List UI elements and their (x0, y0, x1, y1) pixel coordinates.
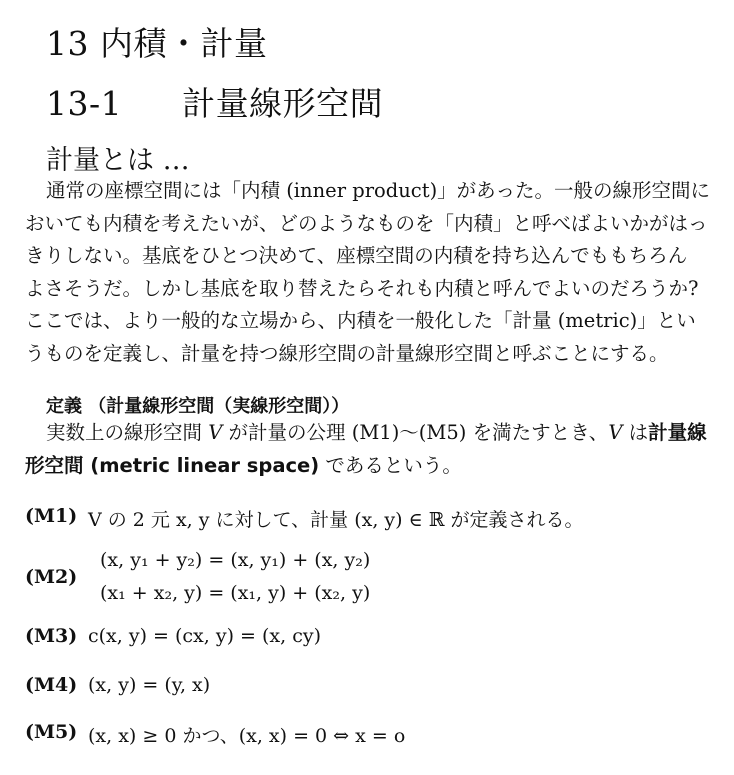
axiom-label: (M3) (25, 625, 78, 647)
axiom-m1-line: V の 2 元 x, y に対して、計量 (x, y) ∈ ℝ が定義される。 (88, 509, 584, 531)
intro-line: おいても内積を考えたいが、どのようなものを「内積」と呼べばよいかがはっ (25, 211, 708, 235)
intro-line: ここでは、より一般的な立場から、内積を一般化した「計量 (metric)」とい (25, 309, 696, 332)
axiom-label: (M4) (25, 674, 78, 696)
intro-line: 通常の座標空間には「内積 (inner product)」があった。一般の線形空間に (46, 179, 710, 202)
axiom-label: (M1) (25, 505, 78, 527)
subsection-title: 計量とは … (46, 145, 190, 176)
axiom-label: (M2) (25, 566, 78, 588)
definition-title: 定義 （計量線形空間（実線形空間）） (46, 396, 350, 417)
axiom-m2-line-1: (x, y₁ + y₂) = (x, y₁) + (x, y₂) (100, 549, 371, 571)
definition-line-2: 形空間 (metric linear space) であるという。 (25, 453, 462, 477)
intro-line: うものを定義し、計量を持つ線形空間の計量線形空間と呼ぶことにする。 (25, 341, 669, 365)
axiom-label: (M5) (25, 721, 78, 743)
axiom-m5-line: (x, x) ≥ 0 かつ、(x, x) = 0 ⇔ x = o (88, 725, 406, 747)
definition-line-1: 実数上の線形空間 V が計量の公理 (M1)〜(M5) を満たすとき、V は計量線 (46, 421, 707, 444)
intro-paragraph (25, 175, 715, 370)
axiom-m2-line-2: (x₁ + x₂, y) = (x₁, y) + (x₂, y) (100, 582, 371, 604)
definition-body (25, 417, 715, 482)
term-bold: 計量線 (648, 421, 707, 444)
term-bold: 形空間 (metric linear space) (25, 453, 320, 477)
axiom-m4-line: (x, y) = (y, x) (88, 674, 211, 696)
var-v: V (208, 421, 223, 444)
intro-line: きりしない。基底をひとつ決めて、座標空間の内積を持ち込んでももちろん (25, 244, 688, 267)
section-heading (46, 78, 383, 125)
section-title: 計量線形空間 (182, 84, 384, 123)
intro-line: よさそうだ。しかし基底を取り替えたらそれも内積と呼んでよいのだろうか? (25, 276, 699, 300)
section-number: 13-1 (46, 84, 123, 123)
chapter-title: 13 内積・計量 (46, 24, 268, 63)
axiom-m3-line: c(x, y) = (cx, y) = (x, cy) (88, 625, 321, 647)
